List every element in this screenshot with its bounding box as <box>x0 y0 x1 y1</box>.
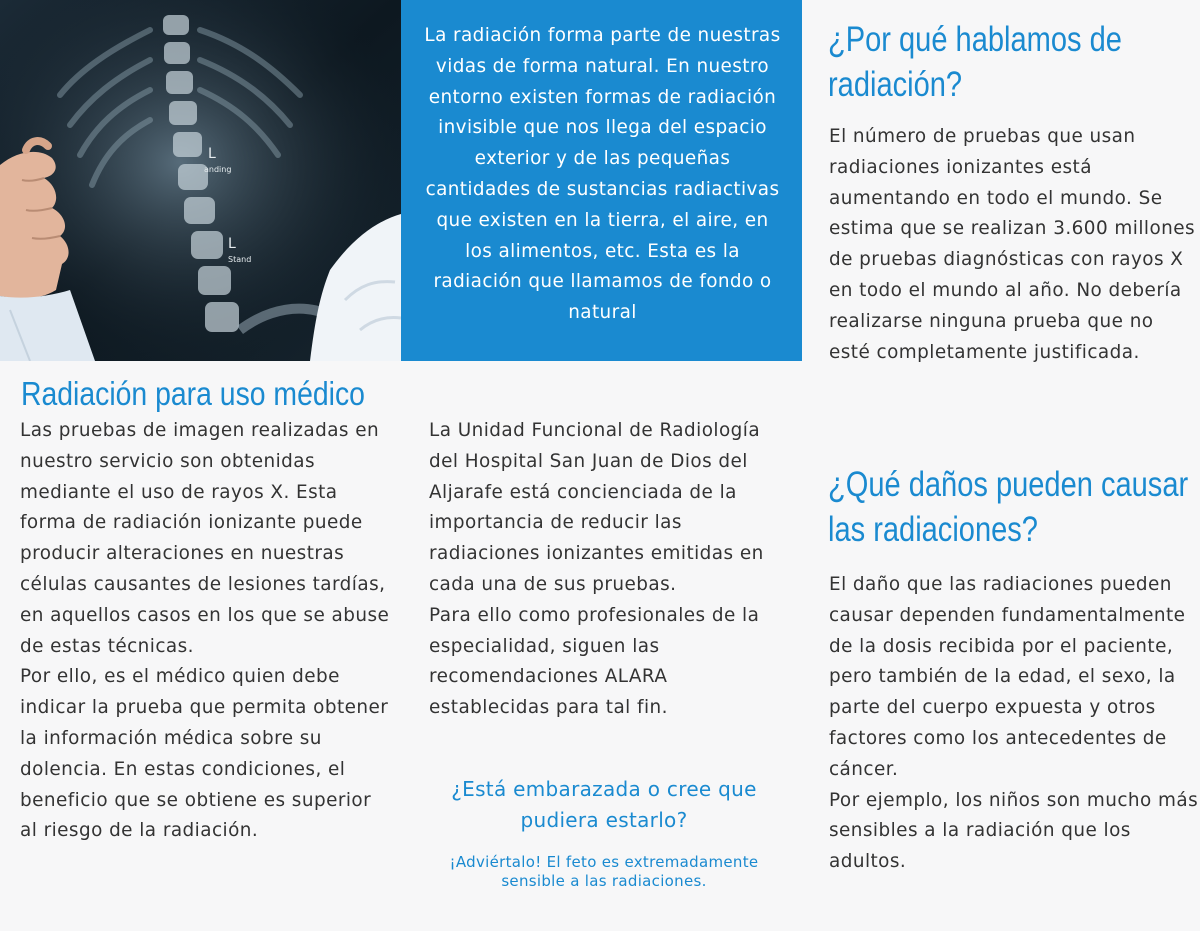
pregnancy-warning: ¡Adviértalo! El feto es extremadamente sensible a las radiaciones. <box>449 853 759 890</box>
damage-heading <box>828 462 1188 552</box>
unit-paragraph-2: Para ello como profesionales de la especialidad, siguen las recomendaciones ALARA establecidas para tal fin. <box>429 604 760 719</box>
pregnancy-question: ¿Está embarazada o cree que pudiera estarlo? <box>451 777 757 832</box>
marker-2: L <box>228 236 236 252</box>
intro-text: La radiación forma parte de nuestras vidas de forma natural. En nuestro entorno existen formas de radiación invisible que nos llega del espacio exterior y de las pequeñas cantidades de sustancias radiactivas que existen en la tierra, el aire, en los alimentos, etc. Esta es la radiación que llamamos de fondo o natural <box>424 25 781 324</box>
unit-section <box>429 416 789 724</box>
unit-paragraph-1: La Unidad Funcional de Radiología del Hospital San Juan de Dios del Aljarafe está concienciada de la importancia de reducir las radiaciones ionizantes emitidas en cada una de sus pruebas. <box>429 420 764 595</box>
damage-paragraph-1: El daño que las radiaciones pueden causar dependen fundamentalmente de la dosis recibida por el paciente, pero también de la edad, el sexo, la parte del cuerpo expuesta y otros factores como los antecedentes de cáncer. <box>829 574 1186 780</box>
medical-paragraph-2: Por ello, es el médico quien debe indicar la prueba que permita obtener la información médica sobre su dolencia. En estas condiciones, el beneficio que se obtiene es superior al riesgo de la radiación. <box>20 666 389 842</box>
xray-photo-icon <box>0 0 401 361</box>
xray-photo <box>0 0 401 361</box>
damage-section <box>829 570 1199 878</box>
medical-section <box>20 416 390 847</box>
why-paragraph: El número de pruebas que usan radiaciones ionizantes está aumentando en todo el mundo. Se estima que se realizan 3.600 millones de pruebas diagnósticas con rayos X en todo el mundo al año. No debería realizarse ninguna prueba que no esté completamente justificada. <box>829 126 1196 363</box>
why-heading-line-2: radiación? <box>828 65 963 104</box>
marker-2-sub: Stand <box>228 255 252 264</box>
damage-heading-line-1: ¿Qué daños pueden causar <box>828 465 1189 504</box>
medical-paragraph-1: Las pruebas de imagen realizadas en nuestro servicio son obtenidas mediante el uso de rayos X. Esta forma de radiación ionizante puede producir alteraciones en nuestras células causantes de lesiones tardías, en aquellos casos en los que se abuse de estas técnicas. <box>20 420 390 657</box>
intro-box <box>401 0 802 361</box>
medical-heading: Radiación para uso médico <box>21 375 365 412</box>
marker-1-sub: anding <box>204 165 232 174</box>
why-heading <box>828 17 1122 107</box>
why-section <box>829 122 1199 368</box>
damage-heading-line-2: las radiaciones? <box>828 510 1038 549</box>
marker-1: L <box>208 146 216 162</box>
damage-paragraph-2: Por ejemplo, los niños son mucho más sensibles a la radiación que los adultos. <box>829 789 1199 873</box>
why-heading-line-1: ¿Por qué hablamos de <box>828 20 1122 59</box>
